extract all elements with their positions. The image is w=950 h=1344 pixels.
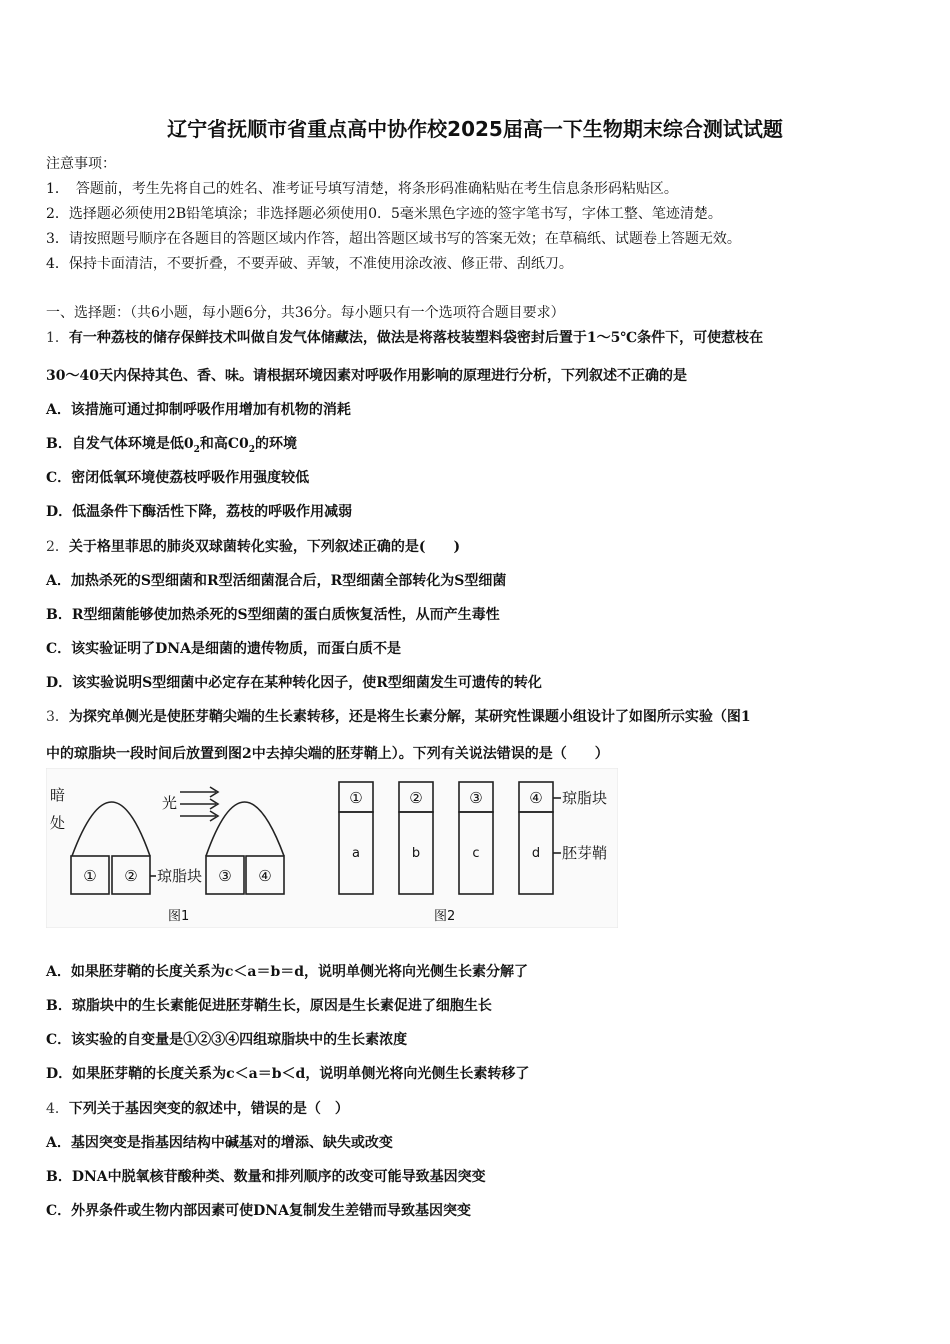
q2-stem-text: 关于格里菲思的肺炎双球菌转化实验，下列叙述正确的是( ) [68,539,461,555]
q1-stem-text1: 有一种荔枝的储存保鲜技术叫做自发气体储藏法，做法是将落枝装塑料袋密封后置于1～5℃条件下，可使惹枝在 [68,330,764,346]
q1-option-b [46,433,297,455]
q1-b-pre: B．自发气体环境是低0 [46,436,194,452]
q3-option-c: C．该实验的自变量是①②③④四组琼脂块中的生长素浓度 [46,1032,408,1048]
q3-stem-line2: 中的琼脂块一段时间后放置到图2中去掉尖端的胚芽鞘上）。下列有关说法错误的是（ ） [46,746,609,762]
fig2-col-d-label: d [531,846,541,861]
q1-number: 1． [46,330,69,346]
q2-option-b: B．R型细菌能够使加热杀死的S型细菌的蛋白质恢复活性，从而产生毒性 [46,607,500,623]
fig2-block-1-label: ① [349,789,363,807]
page-title: 辽宁省抚顺市省重点高中协作校2025届高一下生物期末综合测试试题 [167,117,783,141]
notice-item-4: 4．保持卡面清洁，不要折叠，不要弄破、弄皱，不准使用涂改液、修正带、刮纸刀。 [46,256,573,272]
fig2-block-3-label: ③ [469,789,483,807]
dark-label-1: 暗 [50,786,66,804]
agar-label-fig1: 琼脂块 [157,867,203,885]
notice-item-3: 3．请按照题号顺序在各题目的答题区域内作答，超出答题区域书写的答案无效；在草稿纸、试题卷上答题无效。 [46,231,741,247]
agar-label-fig2: 琼脂块 [562,789,608,807]
q4-option-c: C．外界条件或生物内部因素可使DNA复制发生差错而导致基因突变 [46,1203,471,1219]
agar-block-3-label: ③ [218,867,232,885]
experiment-figure [46,768,618,928]
fig2-block-2-label: ② [409,789,423,807]
dark-label-2: 处 [50,814,66,832]
q1-option-c: C．密闭低氧环境使荔枝呼吸作用强度较低 [46,470,310,486]
q1-b-sub1: 2 [193,444,200,455]
q4-number: 4． [46,1101,69,1117]
notice-item-2: 2．选择题必须使用2B铅笔填涂；非选择题必须使用0．5毫米黑色字迹的签字笔书写，字体工整、笔迹清楚。 [46,206,722,222]
q4-option-b: B．DNA中脱氧核苷酸种类、数量和排列顺序的改变可能导致基因突变 [46,1169,486,1185]
q3-stem-text1: 为探究单侧光是使胚芽鞘尖端的生长素转移，还是将生长素分解，某研究性课题小组设计了如图所示实验（图1 [68,709,751,725]
agar-block-1-label: ① [83,867,97,885]
q3-option-a: A．如果胚芽鞘的长度关系为c＜a＝b＝d，说明单侧光将向光侧生长素分解了 [46,964,529,980]
section-heading: 一、选择题：（共6小题，每小题6分，共36分。每小题只有一个选项符合题目要求） [46,305,565,321]
fig2-caption: 图2 [434,909,456,924]
coleoptile-label: 胚芽鞘 [562,844,608,862]
notice-item-1: 1． 答题前，考生先将自己的姓名、准考证号填写清楚，将条形码准确粘贴在考生信息条形码粘贴区。 [46,181,678,197]
q1-stem-line2: 30～40天内保持其色、香、味。请根据环境因素对呼吸作用影响的原理进行分析，下列叙述不正确的是 [46,368,687,384]
light-label: 光 [162,794,178,812]
q2-option-d: D．该实验说明S型细菌中必定存在某种转化因子，使R型细菌发生可遗传的转化 [46,675,542,691]
q1-b-mid: 和高C0 [199,436,249,452]
q1-b-post: 的环境 [255,436,297,452]
q4-option-a: A．基因突变是指基因结构中碱基对的增添、缺失或改变 [46,1135,393,1151]
notice-heading: 注意事项： [46,156,116,172]
q3-option-b: B．琼脂块中的生长素能促进胚芽鞘生长，原因是生长素促进了细胞生长 [46,998,492,1014]
q1-option-d: D．低温条件下酶活性下降，荔枝的呼吸作用减弱 [46,504,353,520]
q4-stem [46,1098,349,1118]
q3-option-d: D．如果胚芽鞘的长度关系为c＜a＝b＜d，说明单侧光将向光侧生长素转移了 [46,1066,530,1082]
fig2-block-4-label: ④ [529,789,543,807]
fig2-col-a-label: a [352,846,360,861]
q2-number: 2． [46,539,69,555]
agar-block-2-label: ② [124,867,138,885]
fig2-col-c-label: c [472,846,480,861]
q3-stem-line1 [46,706,751,726]
q2-option-c: C．该实验证明了DNA是细菌的遗传物质，而蛋白质不是 [46,641,401,657]
agar-block-4-label: ④ [258,867,272,885]
fig2-col-b-label: b [411,846,421,861]
q1-b-sub2: 2 [248,444,255,455]
q4-stem-text: 下列关于基因突变的叙述中，错误的是（ ） [68,1101,349,1117]
q2-stem [46,536,460,556]
q1-stem-line1 [46,327,763,347]
fig1-caption: 图1 [168,909,190,924]
q2-option-a: A．加热杀死的S型细菌和R型活细菌混合后，R型细菌全部转化为S型细菌 [46,573,507,589]
q3-number: 3． [46,709,69,725]
q1-option-a: A．该措施可通过抑制呼吸作用增加有机物的消耗 [46,402,351,418]
